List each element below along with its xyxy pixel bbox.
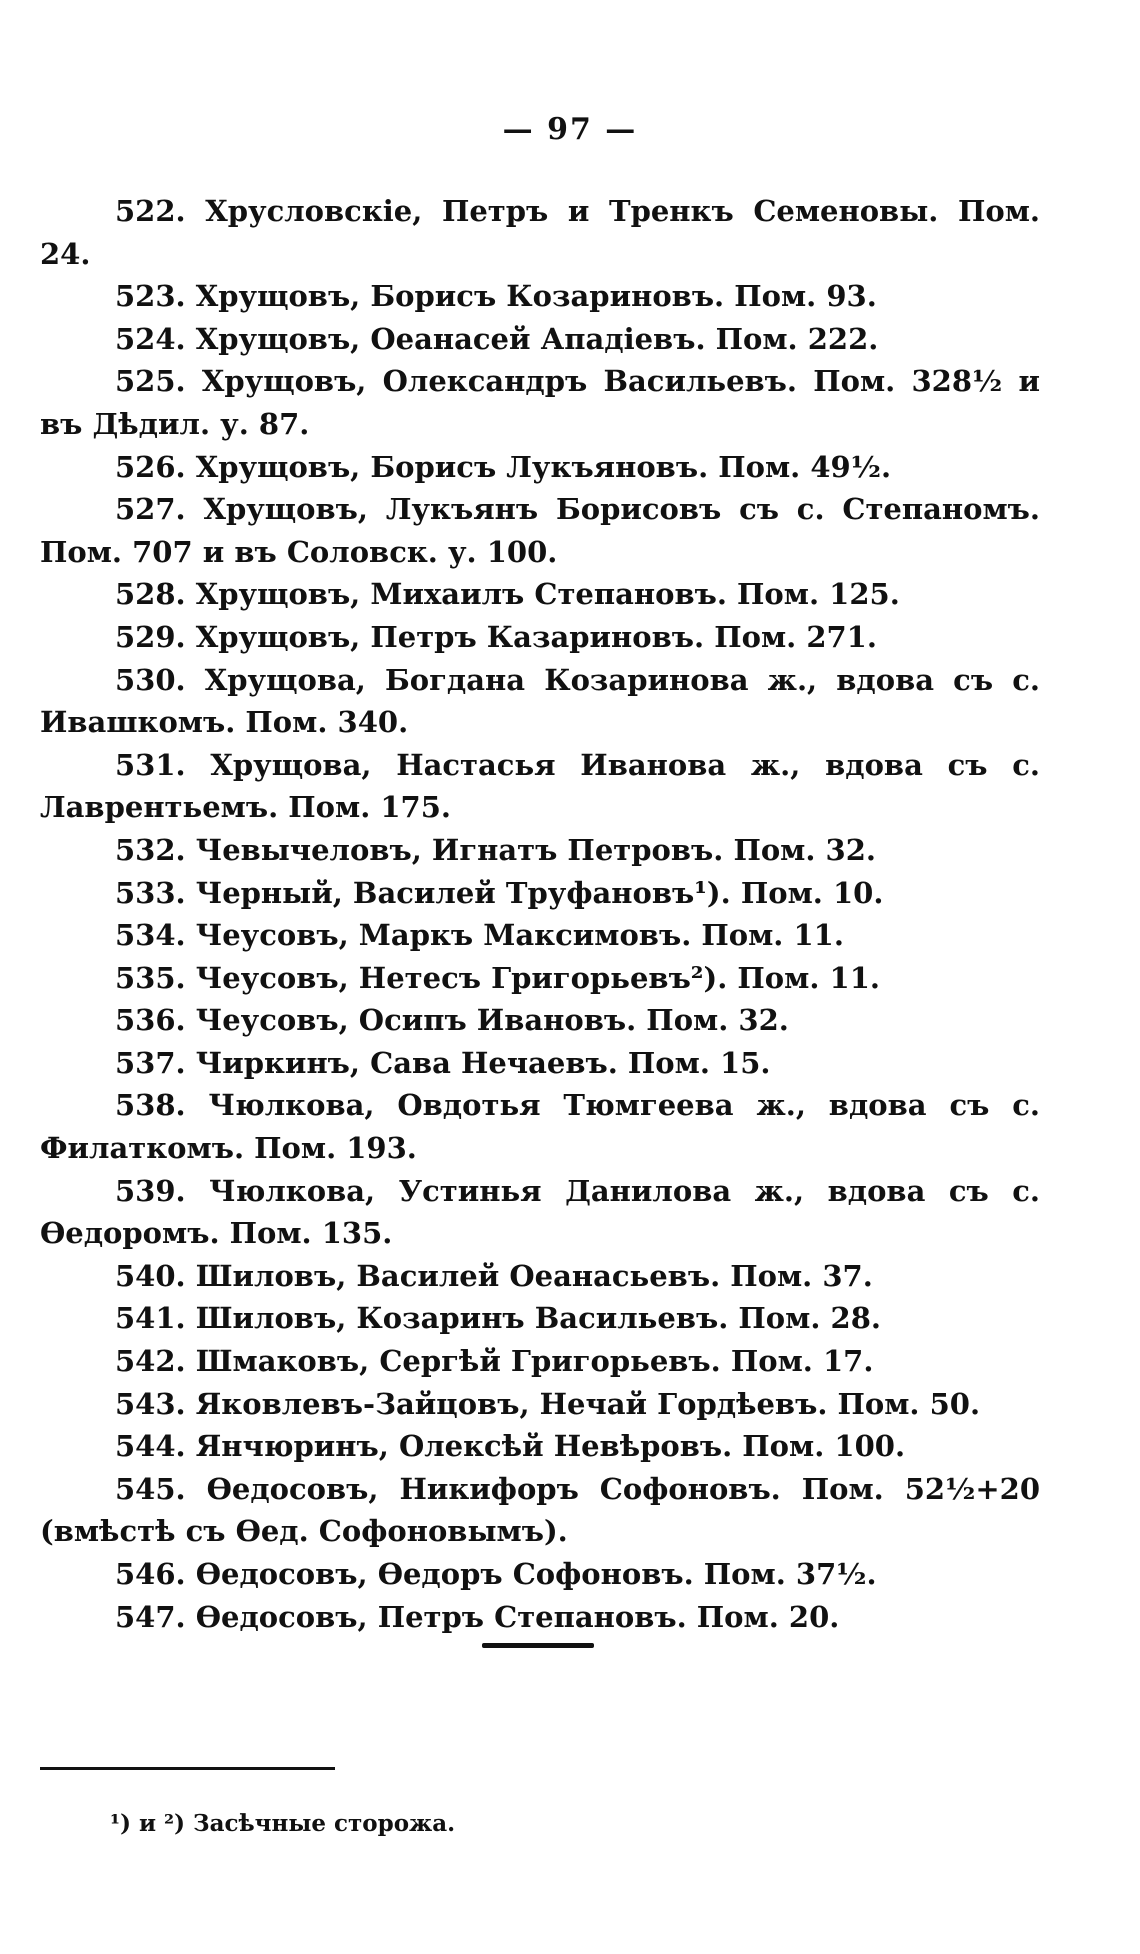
entry-535: 535. Чеусовъ, Нетесъ Григорьевъ²). Пом. 11.: [115, 960, 880, 995]
entry-528: 528. Хрущовъ, Михаилъ Степановъ. Пом. 125.: [115, 577, 900, 612]
footnote: ¹) и ²) Засѣчные сторожа.: [110, 1810, 456, 1837]
entry-536: 536. Чеусовъ, Осипъ Ивановъ. Пом. 32.: [115, 1003, 789, 1038]
entry-525: 525. Хрущовъ, Олександръ Васильевъ. Пом. 328½ и въ Дѣдил. у. 87.: [40, 364, 1040, 441]
entry-544: 544. Янчюринъ, Олексѣй Невѣровъ. Пом. 100.: [115, 1429, 906, 1464]
entry-543: 543. Яковлевъ-Зайцовъ, Нечай Гордѣевъ. Пом. 50.: [115, 1386, 981, 1421]
section-end-rule: [482, 1643, 594, 1648]
entry-529: 529. Хрущовъ, Петръ Казариновъ. Пом. 271.: [115, 619, 877, 654]
entry-546: 546. Өедосовъ, Өедоръ Софоновъ. Пом. 37½.: [115, 1557, 877, 1591]
page-number: — 97 —: [502, 112, 638, 147]
entry-539: 539. Чюлкова, Устинья Данилова ж., вдова съ с. Өедоромъ. Пом. 135.: [40, 1173, 1040, 1251]
entry-538: 538. Чюлкова, Овдотья Тюмгеева ж., вдова съ с. Филаткомъ. Пом. 193.: [40, 1088, 1040, 1166]
entry-524: 524. Хрущовъ, Оеанасей Ападіевъ. Пом. 222.: [115, 321, 879, 356]
entry-542: 542. Шмаковъ, Сергѣй Григорьевъ. Пом. 17.: [115, 1344, 874, 1379]
entry-537: 537. Чиркинъ, Сава Нечаевъ. Пом. 15.: [115, 1045, 771, 1080]
entry-547: 547. Өедосовъ, Петръ Степановъ. Пом. 20.: [115, 1599, 840, 1634]
entry-530: 530. Хрущова, Богдана Козаринова ж., вдова съ с. Ивашкомъ. Пом. 340.: [40, 662, 1040, 740]
entry-532: 532. Чевычеловъ, Игнатъ Петровъ. Пом. 32.: [115, 832, 877, 867]
entry-531: 531. Хрущова, Настасья Иванова ж., вдова съ с. Лаврентьемъ. Пом. 175.: [40, 747, 1040, 825]
entry-540: 540. Шиловъ, Василей Оеанасьевъ. Пом. 37.: [115, 1258, 873, 1293]
entry-526: 526. Хрущовъ, Борисъ Лукъяновъ. Пом. 49½.: [115, 449, 892, 484]
entry-533: 533. Черный, Василей Труфановъ¹). Пом. 10.: [115, 875, 884, 910]
entry-527: 527. Хрущовъ, Лукъянъ Борисовъ съ с. Степаномъ. Пом. 707 и въ Соловск. у. 100.: [40, 492, 1040, 569]
entry-534: 534. Чеусовъ, Маркъ Максимовъ. Пом. 11.: [115, 918, 844, 953]
entry-545: 545. Өедосовъ, Никифоръ Софоновъ. Пом. 52½+20 (вмѣстѣ съ Өед. Софоновымъ).: [40, 1471, 1040, 1549]
entry-523: 523. Хрущовъ, Борисъ Козариновъ. Пом. 93.: [115, 279, 877, 314]
entry-list: [40, 190, 1040, 1638]
entry-541: 541. Шиловъ, Козаринъ Васильевъ. Пом. 28.: [115, 1301, 881, 1336]
footnote-divider: [40, 1767, 335, 1770]
entry-522: 522. Хрусловскiе, Петръ и Тренкъ Семеновы. Пом. 24.: [40, 194, 1040, 271]
